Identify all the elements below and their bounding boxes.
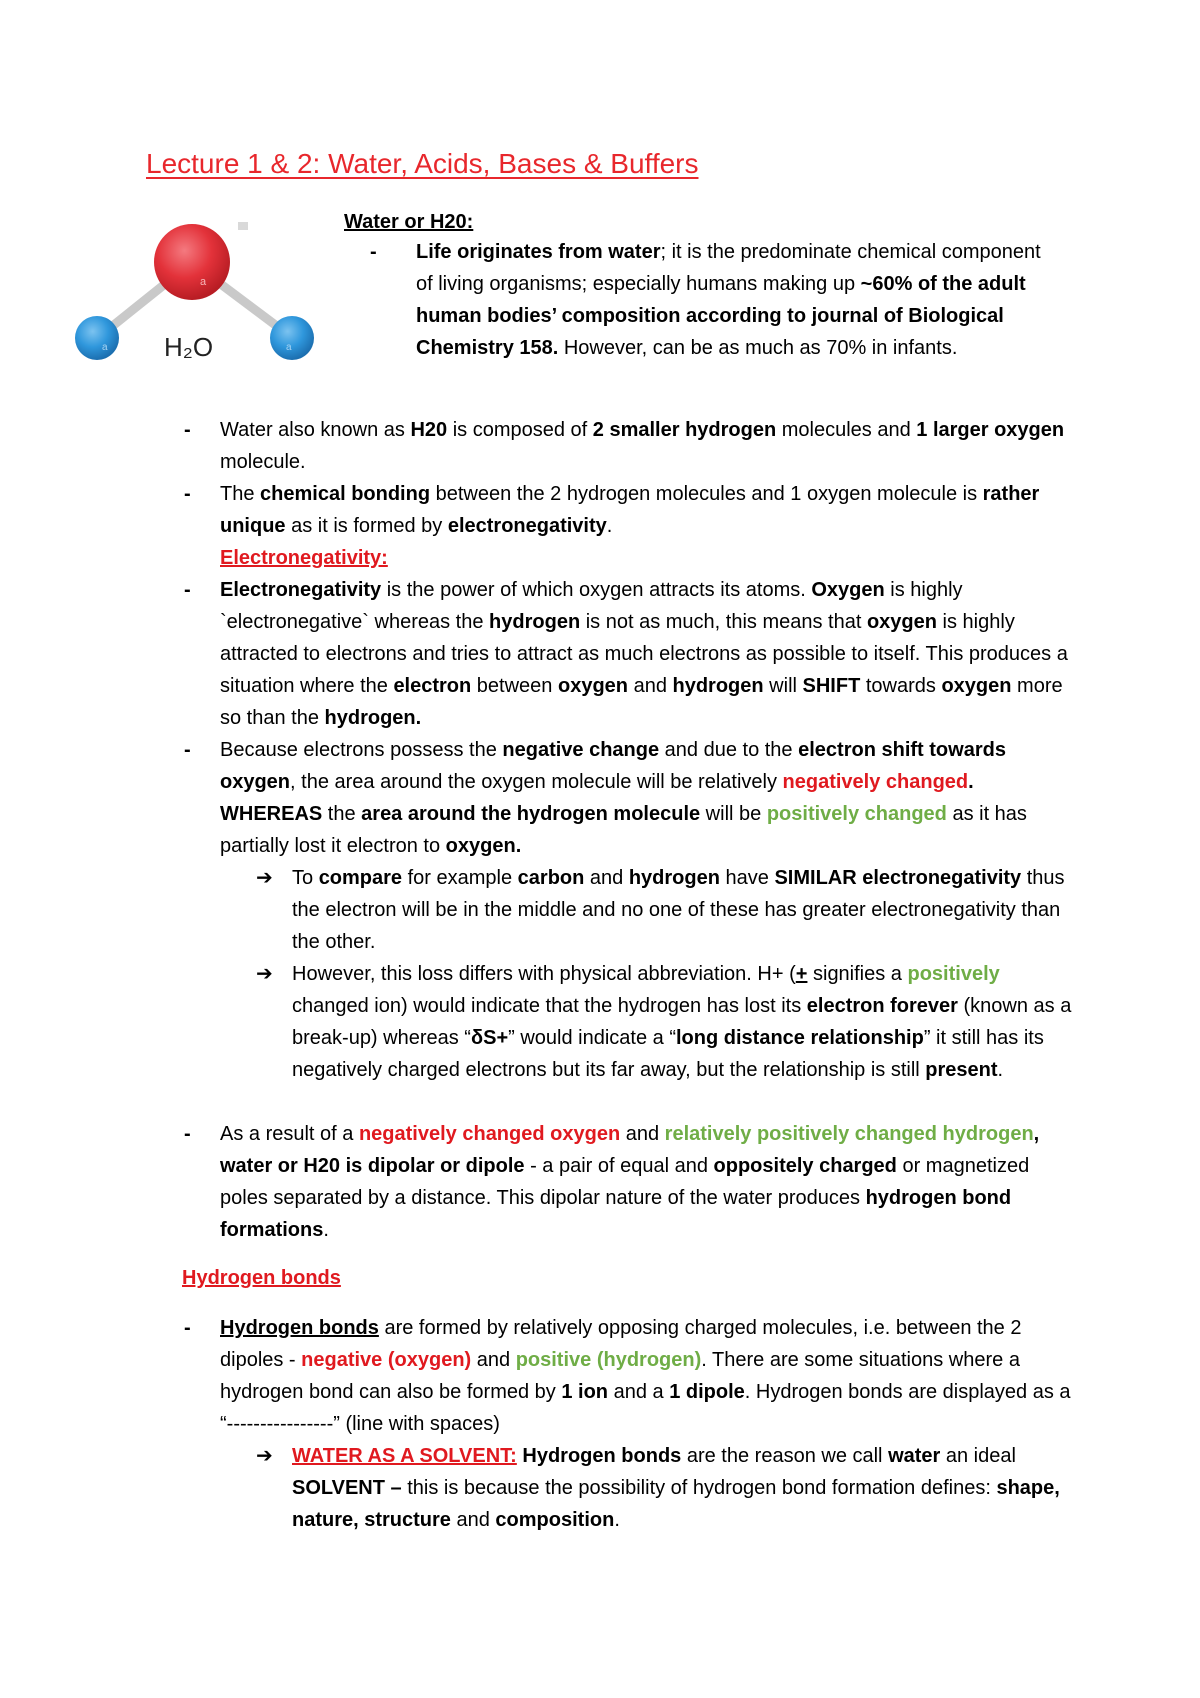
water-heading: Water or H20: [344,211,474,233]
arrow-bullet-icon: ➔ [256,867,273,889]
hydrogen-bonds-heading: Hydrogen bonds [182,1267,341,1289]
molecule-label: H₂O [164,332,214,362]
hydrogen-mark-left: a [102,342,108,353]
dash-bullet: - [184,1123,191,1145]
dash-bullet: - [184,739,191,761]
dash-bullet: - [184,579,191,601]
dash-bullet: - [184,1317,191,1339]
hydrogen-mark-right: a [286,342,292,353]
water-molecule-figure [70,222,330,412]
dash-bullet: - [370,241,377,263]
document-page: Lecture 1 & 2: Water, Acids, Bases & Buffers a a a H₂O Water or H20: - Life originates from water; it is the predominate chemical component of living organisms; especially humans making up ~60% of the adult human bodies’ composition according to journal of Biological Chemistry 158. However, can be as much as 70% in infants. - Water also known as H20 is composed of 2 smaller hydrogen molecules and 1 larger oxygen molecule. - The chemical bonding between the 2 hydrogen molecules and 1 oxygen molecule is rather unique as it is formed by electronegativity. Electronegativity: - Electronegativity is the power of which oxygen attracts its atoms. Oxygen is highly `electronegative` whereas the hydrogen is not as much, this means that oxygen is highly attracted to electrons and tries to attract as much electrons as possible to itself. This produces a situation where the electron between oxygen and hydrogen will SHIFT towards oxygen more so than the hydrogen. - Because electrons possess the negative change and due to the electron shift towards oxygen, the area around the oxygen molecule will be relatively negatively changed. WHEREAS the area around the hydrogen molecule will be positively changed as it has partially lost it electron to oxygen. ➔ To compare for example carbon and hydrogen have SIMILAR electronegativity thus the electron will be in the middle and no one of these has greater electronegativity than the other. ➔ However, this loss differs with physical abbreviation. H+ (+ signifies a positively changed ion) would indicate that the hydrogen has lost its electron forever (known as a break-up) whereas “δS+” would indicate a “long distance relationship” it still has its negatively charged electrons but its far away, but the relationship is still present. - As a result of a negatively changed oxygen and relatively positively changed hydrogen, water or H20 is dipolar or dipole - a pair of equal and oppositely charged or magnetized poles separated by a distance. This dipolar nature of the water produces hydrogen bond formations. Hydrogen bonds - Hydrogen bonds are formed by relatively opposing charged molecules, i.e. between the 2 dipoles - negative (oxygen) and positive (hydrogen). There are some situations where a hydrogen bond can also be formed by 1 ion and a 1 dipole. Hydrogen bonds are displayed as a “----------------” (line with spaces) ➔ WATER AS A SOLVENT: Hydrogen bonds are the reason we call water an ideal SOLVENT – this is because the possibility of hydrogen bond formation defines: shape, nature, structure and composition. [0,0,1200,1698]
arrow-bullet-icon: ➔ [256,1445,273,1467]
oxygen-mark: a [200,276,207,288]
oxygen-atom [154,224,230,300]
electronegativity-heading: Electronegativity: [220,547,388,569]
hydrogen-atom-right [270,316,314,360]
hydrogen-atom-left [75,316,119,360]
dash-bullet: - [184,419,191,441]
page-title: Lecture 1 & 2: Water, Acids, Bases & Buffers [146,148,699,179]
arrow-bullet-icon: ➔ [256,963,273,985]
dash-bullet: - [184,483,191,505]
